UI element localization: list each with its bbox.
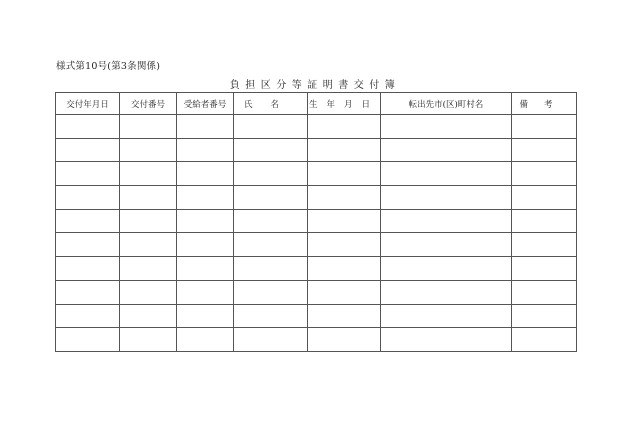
table-cell[interactable] — [308, 280, 381, 304]
table-cell[interactable] — [381, 257, 512, 281]
table-cell[interactable] — [512, 280, 577, 304]
table-row — [56, 328, 577, 352]
table-cell[interactable] — [56, 209, 120, 233]
table-cell[interactable] — [381, 138, 512, 162]
table-cell[interactable] — [308, 115, 381, 139]
table-row — [56, 186, 577, 210]
table-cell[interactable] — [234, 328, 308, 352]
table-cell[interactable] — [177, 209, 234, 233]
table-cell[interactable] — [234, 186, 308, 210]
table-cell[interactable] — [56, 304, 120, 328]
table-cell[interactable] — [512, 209, 577, 233]
table-cell[interactable] — [177, 233, 234, 257]
table-cell[interactable] — [512, 233, 577, 257]
table-cell[interactable] — [120, 280, 177, 304]
table-cell[interactable] — [234, 209, 308, 233]
table-cell[interactable] — [234, 115, 308, 139]
table-cell[interactable] — [177, 304, 234, 328]
column-header-remarks: 備考 — [512, 93, 577, 115]
column-header-name: 氏名 — [234, 93, 308, 115]
table-cell[interactable] — [308, 304, 381, 328]
table-cell[interactable] — [234, 162, 308, 186]
table-cell[interactable] — [308, 257, 381, 281]
table-cell[interactable] — [512, 257, 577, 281]
table-cell[interactable] — [381, 186, 512, 210]
table-cell[interactable] — [234, 257, 308, 281]
table-cell[interactable] — [308, 209, 381, 233]
table-cell[interactable] — [177, 186, 234, 210]
table-cell[interactable] — [56, 186, 120, 210]
table-cell[interactable] — [381, 162, 512, 186]
table-cell[interactable] — [177, 280, 234, 304]
table-cell[interactable] — [56, 257, 120, 281]
table-cell[interactable] — [56, 233, 120, 257]
column-header-issue-date: 交付年月日 — [56, 93, 120, 115]
table-cell[interactable] — [308, 162, 381, 186]
table-cell[interactable] — [177, 138, 234, 162]
table-cell[interactable] — [381, 304, 512, 328]
table-cell[interactable] — [381, 233, 512, 257]
table-cell[interactable] — [381, 209, 512, 233]
table-cell[interactable] — [120, 209, 177, 233]
column-header-issue-number: 交付番号 — [120, 93, 177, 115]
table-cell[interactable] — [234, 138, 308, 162]
table-cell[interactable] — [120, 233, 177, 257]
table-cell[interactable] — [56, 280, 120, 304]
table-cell[interactable] — [120, 162, 177, 186]
table-cell[interactable] — [120, 138, 177, 162]
column-header-recipient-number: 受給者番号 — [177, 93, 234, 115]
table-row — [56, 209, 577, 233]
form-number: 様式第10号(第3条関係) — [56, 61, 161, 72]
table-cell[interactable] — [512, 328, 577, 352]
table-cell[interactable] — [120, 328, 177, 352]
table-cell[interactable] — [177, 257, 234, 281]
ledger-body — [56, 115, 577, 352]
table-cell[interactable] — [308, 138, 381, 162]
table-cell[interactable] — [56, 115, 120, 139]
table-cell[interactable] — [381, 280, 512, 304]
table-cell[interactable] — [234, 304, 308, 328]
table-cell[interactable] — [177, 115, 234, 139]
header-row — [56, 93, 577, 115]
table-cell[interactable] — [120, 257, 177, 281]
table-cell[interactable] — [120, 186, 177, 210]
table-cell[interactable] — [120, 115, 177, 139]
table-row — [56, 162, 577, 186]
table-cell[interactable] — [512, 304, 577, 328]
table-cell[interactable] — [120, 304, 177, 328]
table-cell[interactable] — [512, 186, 577, 210]
table-row — [56, 280, 577, 304]
certificate-issuance-ledger-table — [55, 92, 577, 352]
table-cell[interactable] — [512, 138, 577, 162]
table-row — [56, 257, 577, 281]
table-row — [56, 138, 577, 162]
column-header-birth-date: 生年月日 — [308, 93, 381, 115]
table-cell[interactable] — [308, 233, 381, 257]
table-cell[interactable] — [177, 162, 234, 186]
table-cell[interactable] — [381, 328, 512, 352]
table-cell[interactable] — [308, 186, 381, 210]
table-cell[interactable] — [56, 162, 120, 186]
table-cell[interactable] — [308, 328, 381, 352]
table-row — [56, 115, 577, 139]
table-cell[interactable] — [56, 328, 120, 352]
document-title: 負担区分等証明書交付簿 — [229, 80, 401, 91]
table-cell[interactable] — [56, 138, 120, 162]
table-cell[interactable] — [512, 115, 577, 139]
column-header-destination-municipality: 転出先市(区)町村名 — [381, 93, 512, 115]
table-cell[interactable] — [512, 162, 577, 186]
table-row — [56, 304, 577, 328]
table-cell[interactable] — [234, 233, 308, 257]
table-cell[interactable] — [234, 280, 308, 304]
table-cell[interactable] — [381, 115, 512, 139]
table-cell[interactable] — [177, 328, 234, 352]
table-row — [56, 233, 577, 257]
